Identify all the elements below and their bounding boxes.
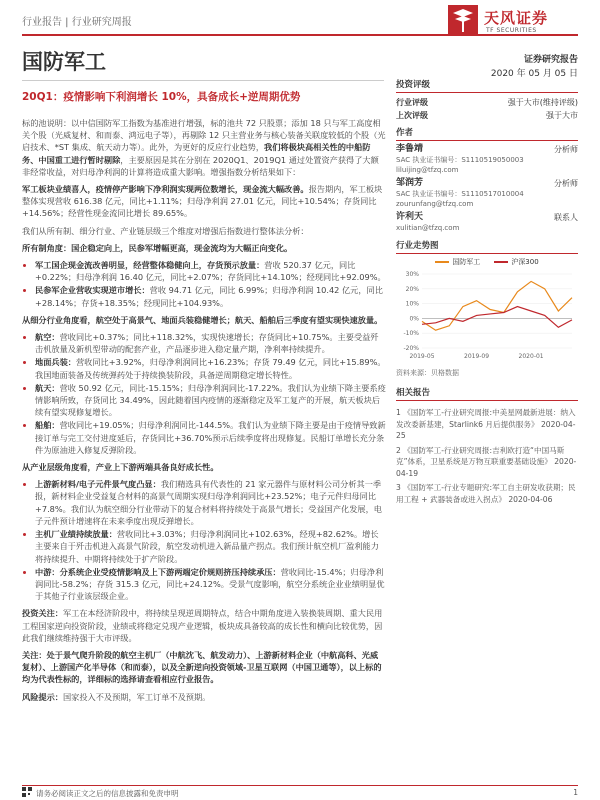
- x-tick-label: 2020-01: [518, 353, 544, 360]
- report-body: [22, 117, 386, 708]
- industry-list: [22, 331, 386, 456]
- title-divider: [22, 80, 384, 81]
- analyst-role: 分析师: [554, 179, 578, 188]
- paragraph-focus: 关注：处于景气爬升阶段的航空主机厂（中航沈飞、航发动力）、上游新材料企业（中航高科、光威复材）、上游国产化半导体（和而泰），以及全新逆向投资领域-卫星互联网（中国卫通等），以上标的均为代表性标的，详细标的选择请查看相应行业报告。: [22, 649, 382, 685]
- legend-item: [494, 257, 538, 267]
- footer-divider: [22, 785, 578, 786]
- legend-label: 沪深300: [511, 258, 539, 266]
- legend-swatch: [494, 261, 508, 263]
- list-item: • 船舶：营收同比+19.05%；归母净利润同比-144.5%。我们认为业绩下降主要是由于疫情导致新接订单与完工交付进度延后，存货同比+36.70%预示后续季度将出现修复。民船订单增长充分条件为原油进入修复反弹阶段。: [35, 419, 386, 456]
- y-tick-label: 10%: [405, 300, 419, 308]
- x-tick-label: 2019-05: [409, 353, 435, 360]
- page-title: 国防军工: [22, 50, 106, 74]
- y-tick-label: -20%: [403, 345, 419, 352]
- report-category: 行业报告 | 行业研究周报: [22, 17, 132, 28]
- analyst-email[interactable]: xulitian@tfzq.com: [396, 224, 460, 232]
- paragraph-risk: 风险提示：国家投入不及预期，军工订单不及预期。: [22, 691, 211, 702]
- related-report-link[interactable]: 2 《国防军工-行业研究周报:吉利欧打造“中国马斯克”体系，卫星系统是万物互联重要基础设施》 2020-04-19: [396, 445, 577, 478]
- related-reports: [396, 407, 578, 505]
- footer-disclaimer: 请务必阅读正文之后的信息披露和免责申明: [36, 789, 179, 798]
- list-item: • 民参军企业营收实现逆市增长：营收 94.71 亿元，同比 6.99%；归母净利润 10.42 亿元，同比+28.14%；存货+18.35%；经现同比+104.93%。: [35, 284, 386, 308]
- list-item: • 航天：营收 50.92 亿元，同比-15.15%；归母净利润同比-17.22%。我们认为业绩下降主要系疫情影响所致，存货同比 34.49%，因此随着国内疫情的逐渐稳定及军工复产的开展，航天板块后续有望实现修复增长。: [35, 382, 386, 419]
- analyst-email[interactable]: zourunfang@tfzq.com: [396, 200, 474, 208]
- logo-text-cn: 天风证券: [484, 9, 549, 27]
- logo-text-en: TF SECURITIES: [486, 27, 537, 34]
- analyst-card: [396, 178, 578, 209]
- chart-source: 资料来源：贝格数据: [396, 369, 459, 377]
- list-item: • 上游新材料/电子元件景气度凸显：我们精选具有代表性的 21 家元器件与原材料公司分析其一季报，新材料企业受益复合材料的高景气周期实现归母净利润同比+23.52%；电子元件归母同比+7.8%。我们认为航空细分行业带动下的复合材料将持续处于高景气增长；受益国产化发展，电子元件预计增速将在未来季度出现反弹增长。: [35, 478, 386, 527]
- analyst-name: 李鲁靖: [396, 144, 424, 154]
- related-heading: 相关报告: [396, 386, 578, 401]
- report-date: 2020 年 05 月 05 日: [490, 69, 578, 79]
- page-number: 1: [573, 788, 578, 797]
- report-subtitle: 20Q1：疫情影响下利润增长 10%，具备成长+逆周期优势: [22, 91, 301, 103]
- related-report-link[interactable]: 3 《国防军工-行业专题研究:军工自主研发收获期；民用工程 + 武器装备或进入拐点》 2020-04-06: [396, 483, 576, 504]
- chain-list: [22, 478, 386, 602]
- logo-icon: [448, 5, 478, 35]
- qr-icon: [22, 787, 32, 797]
- analyst-name: 邹润芳: [396, 178, 424, 188]
- y-tick-label: 0%: [409, 315, 419, 323]
- prev-rating-row: 上次评级 强于大市: [396, 111, 578, 120]
- legend-label: 国防军工: [452, 258, 481, 266]
- paragraph-ownership: 所有制角度：国企稳定向上，民参军增幅更高，现金流均为大幅正向变化。: [22, 242, 293, 253]
- analyst-card: [396, 144, 578, 175]
- paragraph-method: 我们从所有制、细分行业、产业链层级三个维度对增强后指数进行整体法分析：: [22, 225, 309, 236]
- trend-chart: [396, 239, 578, 378]
- paragraph-chain: 从产业层级角度看，产业上下游两端具备良好成长性。: [22, 462, 219, 473]
- analyst-name: 许利天: [396, 212, 424, 222]
- paragraph-investment: 投资关注：军工在本经济阶段中，将持续呈现逆周期特点，结合中期角度进入装换装周期、重大民用工程国家逆向投资阶段，业绩或将稳定兑现产业逻辑，板块成具备较高的成长性和横向比较优势，因此我们继续维持强于大市评级。: [22, 608, 383, 643]
- rating-heading: 投资评级: [396, 78, 578, 93]
- list-item: • 主机厂业绩持续放量：营收同比+3.03%；归母净利润同比+102.63%，经现+82.62%。增长主要来自于歼击机进入高景气阶段，航空发动机进入新品量产拐点。我们预计航空机厂盈利能力将持续提升、中期将持续处于扩产阶段。: [35, 528, 386, 565]
- analyst-role: 分析师: [554, 145, 578, 154]
- chart-heading: 行业走势图: [396, 239, 578, 254]
- analyst-role: 联系人: [554, 213, 578, 222]
- analyst-row: [396, 212, 578, 223]
- analyst-card: [396, 212, 578, 233]
- rating-row: 行业评级 强于大市(维持评级): [396, 98, 578, 107]
- analyst-cert: SAC 执业证书编号：S1110517010004: [396, 190, 524, 198]
- x-tick-label: 2019-09: [464, 353, 490, 360]
- sidebar: [396, 78, 578, 508]
- y-tick-label: 30%: [405, 271, 419, 278]
- header-divider: [22, 34, 578, 36]
- list-item: • 航空：营收同比+0.37%；同比+118.32%，实现快速增长；存货同比+10.75%。主要受益歼击机放量及新机型带动的配套产业，产品逐步进入稳定量产期，净利率持续提升。: [35, 331, 386, 355]
- y-tick-label: 20%: [405, 285, 419, 293]
- trend-chart-svg: [396, 270, 576, 362]
- y-tick-label: -10%: [403, 330, 419, 338]
- paragraph-industry: 从细分行业角度看，航空处于高景气、地面兵装稳健增长；航天、船舶后三季度有望实现快速放量。: [22, 314, 383, 325]
- analyst-list: [396, 144, 578, 233]
- chart-legend: [396, 257, 578, 267]
- list-item: • 军工国企现金流改善明显，经营整体稳健向上，存货预示放量：营收 520.37 亿元，同比+0.22%；归母净利润 16.40 亿元，同比+2.07%；存货同比+14.10%；经现同比+92.09%。: [35, 259, 386, 283]
- report-type: 证券研究报告: [523, 55, 578, 65]
- analyst-cert: SAC 执业证书编号：S1110519050003: [396, 156, 524, 164]
- ownership-list: [22, 259, 386, 309]
- analyst-heading: 作者: [396, 126, 578, 141]
- series-line: [422, 307, 572, 328]
- analyst-row: [396, 178, 578, 189]
- legend-swatch: [435, 261, 449, 263]
- related-report-link[interactable]: 1 《国防军工-行业研究周报:中美星网最新进展：纳入发改委新基建，Starlink6 月后提供服务》 2020-04-25: [396, 408, 576, 440]
- list-item: • 地面兵装：营收同比+3.92%，归母净利润同比+16.23%；存货 79.49 亿元，同比+15.89%。我国地面装备及传统弹药处于持续换装阶段，具备逆周期稳定增长特性。: [35, 356, 386, 380]
- analyst-email[interactable]: liluijing@tfzq.com: [396, 166, 459, 174]
- list-item: • 中游：分系统企业受疫情影响及上下游两端定价规则挤压持续承压：营收同比-15.4%；归母净利润同比-58.2%；存货 315.3 亿元，同比+24.12%。受景气度影响，航空分系统企业业绩明显优于其他子行业该层级企业。: [35, 566, 386, 603]
- paragraph-scope: 标的池说明：以中信国防军工指数为基准进行增强，标的池共 72 只股票；添加 18 只与军工高度相关个股（光威复材、和而泰、鸿远电子等），再剔除 12 只主营业务与核心装备关联度较低的个股（光启技术、*ST 集成、航天动力等）。此外，为更好的反应行业趋势，我们将极块高相关性的中船防务、中国重工进行暂时剔除，主要原因是其在分别在 2020Q1、2019Q1 通过处置资产获得了大额非经常收益，对归母净利润的计算将造成重大影响。增强指数分析结果如下：: [22, 118, 386, 177]
- analyst-row: [396, 144, 578, 155]
- legend-item: [435, 257, 480, 267]
- paragraph-summary: 军工板块业绩喜人，疫情停产影响下净利润实现两位数增长，现金流大幅改善。报告期内，军工板块整体实现营收 616.38 亿元，同比+1.11%；归母净利润 27.01 亿元，同比+10.54%；存货同比+14.56%；经营性现金流同比增长 89.65%。: [22, 184, 383, 219]
